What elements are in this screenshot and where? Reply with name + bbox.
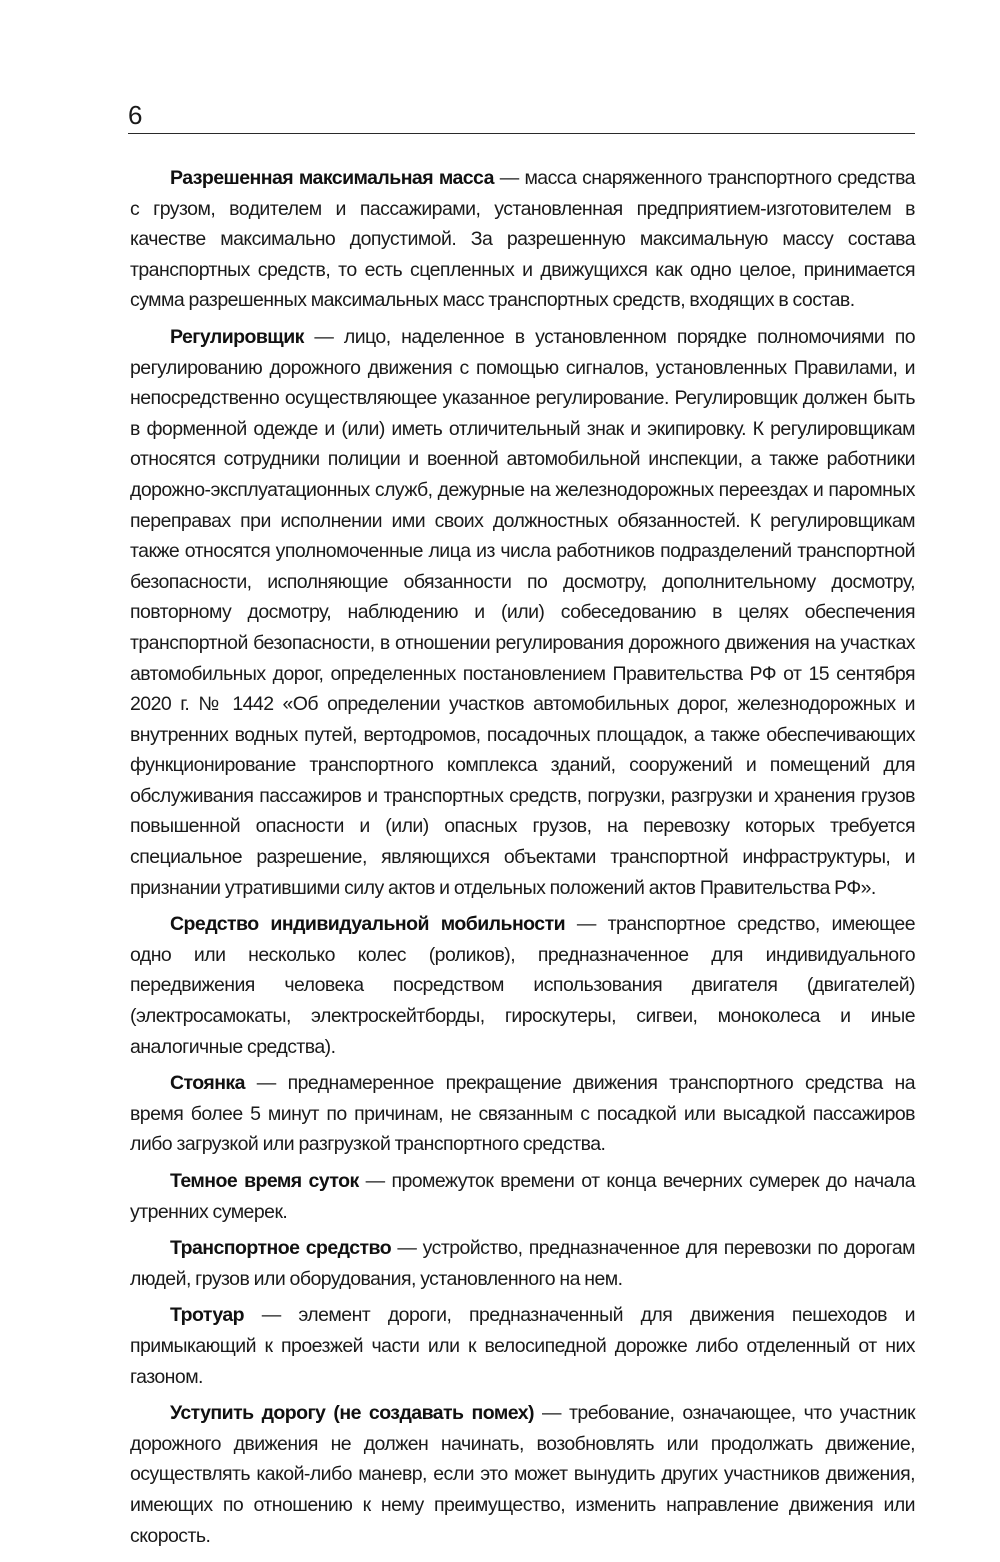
page-number: 6: [128, 100, 143, 130]
definition-paragraph: [130, 1398, 915, 1551]
definition-paragraph: [130, 1300, 915, 1392]
definition-text: — промежуток времени от конца вечерних сумерек до начала утренних сумерек.: [130, 1170, 915, 1223]
definition-paragraph: [130, 1233, 915, 1294]
definition-text: — транспортное средство, имеющее одно или несколько колес (роликов), предназначенное для индивидуального передвижения человека посредством использования двигателя (двигателей) (электросамокаты, электроскейтборды, гироскутеры, сигвеи, моноколеса и иные аналогичные средства).: [130, 913, 915, 1058]
definition-paragraph: [130, 322, 915, 903]
header-rule: [128, 133, 915, 134]
definition-text: — элемент дороги, предназначенный для движения пешеходов и примыкающий к проезжей части или к велосипедной дорожке либо отделенный от них газоном.: [130, 1304, 915, 1388]
definition-paragraph: [130, 909, 915, 1062]
definition-text: — требование, означающее, что участник дорожного движения не должен начинать, возобновлять или продолжать движение, осуществлять какой-либо маневр, если это может вынудить других участников движения, имеющих по отношению к нему преимущество, изменить направление движения или скорость.: [130, 1402, 916, 1547]
definition-text: — преднамеренное прекращение движения транспортного средства на время более 5 минут по причинам, не связанным с посадкой или высадкой пассажиров либо загрузкой или разгрузкой транспортного средства.: [130, 1072, 915, 1156]
definition-term: Стоянка: [170, 1072, 245, 1095]
definition-term: Темное время суток: [170, 1170, 359, 1192]
definition-paragraph: [130, 1166, 915, 1227]
definition-term: Средство индивидуальной мобильности: [170, 913, 566, 936]
definition-text: — лицо, наделенное в установленном порядке полномочиями по регулированию дорожного движения с помощью сигналов, установленных Правилами, и непосредственно осуществляющее указанное регулирование. Регулировщик должен быть в форменной одежде и (или) иметь отличительный знак и экипировку. К регулировщикам относятся сотрудники полиции и военной автомобильной инспекции, а также работники дорожно-эксплуатационных служб, дежурные на железнодорожных переездах и паромных переправах при исполнении ими своих должностных обязанностей. К регулировщикам также относятся уполномоченные лица из числа работников подразделений транспортной безопасности, исполняющие обязанности по досмотру, дополнительному досмотру, повторному досмотру, наблюдению и (или) собеседованию в целях обеспечения транспортной безопасности, в отношении регулирования дорожного движения на участках автомобильных дорог, определенных постановлением Правительства РФ от 15 сентября 2020 г. № 1442 «Об определении участков автомобильных дорог, железнодорожных и внутренних водных путей, вертодромов, посадочных площадок, а также обеспечивающих функционирование транспортного комплекса зданий, сооружений и помещений для обслуживания пассажиров и транспортных средств, погрузки, разгрузки и хранения грузов повышенной опасности и (или) опасных грузов, на перевозку которых требуется специальное разрешение, являющихся объектами транспортной инфраструктуры, и признании утратившими силу актов и отдельных положений актов Правительства РФ».: [130, 325, 915, 899]
definitions-list: [130, 163, 915, 1557]
definition-term: Транспортное средство: [170, 1237, 392, 1260]
definition-term: Разрешенная максимальная масса: [170, 167, 494, 189]
definition-paragraph: [130, 163, 915, 316]
definition-term: Уступить дорогу (не создавать помех): [170, 1402, 535, 1425]
definition-term: Регулировщик: [170, 325, 304, 348]
definition-term: Тротуар: [170, 1304, 245, 1327]
definition-text: — устройство, предназначенное для перевозки по дорогам людей, грузов или оборудования, установленного на нем.: [130, 1237, 915, 1290]
definition-text: — масса снаряженного транспортного средства с грузом, водителем и пассажирами, установленная предприятием-изготовителем в качестве максимально допустимой. За разрешенную максимальную массу состава транспортных средств, то есть сцепленных и движущихся как одно целое, принимается сумма разрешенных максимальных масс транспортных средств, входящих в состав.: [130, 167, 915, 312]
definition-paragraph: [130, 1068, 915, 1160]
